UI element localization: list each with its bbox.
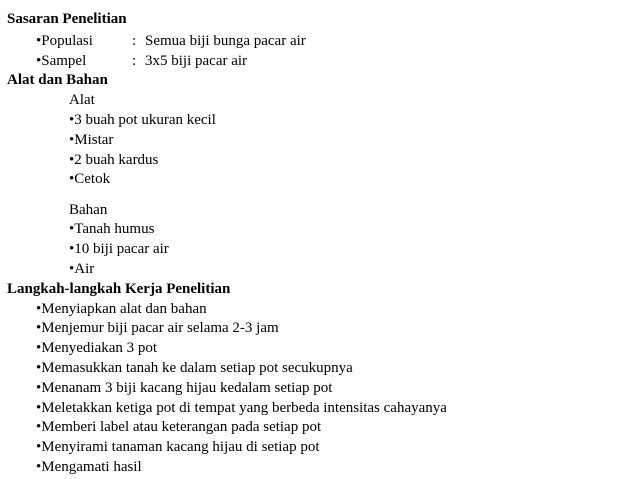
list-item: •Menyiapkan alat dan bahan (36, 300, 207, 317)
subheading-bahan: Bahan (69, 201, 108, 218)
list-item: •10 biji pacar air (69, 241, 169, 258)
heading-sasaran-penelitian: Sasaran Penelitian (7, 11, 127, 27)
list-item: •Cetok (69, 171, 111, 188)
list-item: •Menjemur biji pacar air selama 2-3 jam (36, 320, 279, 337)
list-item: •Mengamati hasil (36, 459, 142, 475)
subheading-alat: Alat (69, 92, 95, 109)
list-item: •Tanah humus (69, 221, 155, 238)
list-item: •Memberi label atau keterangan pada setiap pot (36, 419, 322, 436)
list-item: •Meletakkan ketiga pot di tempat yang berbeda intensitas cahayanya (36, 399, 447, 416)
list-item: •Menanam 3 biji kacang hijau kedalam setiap pot (36, 379, 333, 396)
item-separator: : (132, 32, 137, 49)
list-item: •Menyediakan 3 pot (36, 340, 158, 357)
heading-langkah-kerja: Langkah-langkah Kerja Penelitian (7, 280, 231, 297)
list-item: •Memasukkan tanah ke dalam setiap pot secukupnya (36, 360, 353, 376)
list-item: •Air (69, 260, 95, 277)
heading-alat-dan-bahan: Alat dan Bahan (7, 72, 108, 89)
item-value: 3x5 biji pacar air (145, 52, 248, 69)
item-key: •Sampel (36, 52, 87, 69)
list-item: •Mistar (69, 131, 114, 148)
list-item: •2 buah kardus (69, 151, 159, 168)
list-item-populasi (36, 31, 306, 51)
list-item: •Menyirami tanaman kacang hijau di setiap pot (36, 439, 320, 456)
list-item: •3 buah pot ukuran kecil (69, 111, 216, 128)
item-key: •Populasi (36, 32, 93, 49)
item-value: Semua biji bunga pacar air (145, 32, 306, 49)
list-item-sampel (36, 51, 247, 71)
item-separator: : (132, 52, 137, 69)
